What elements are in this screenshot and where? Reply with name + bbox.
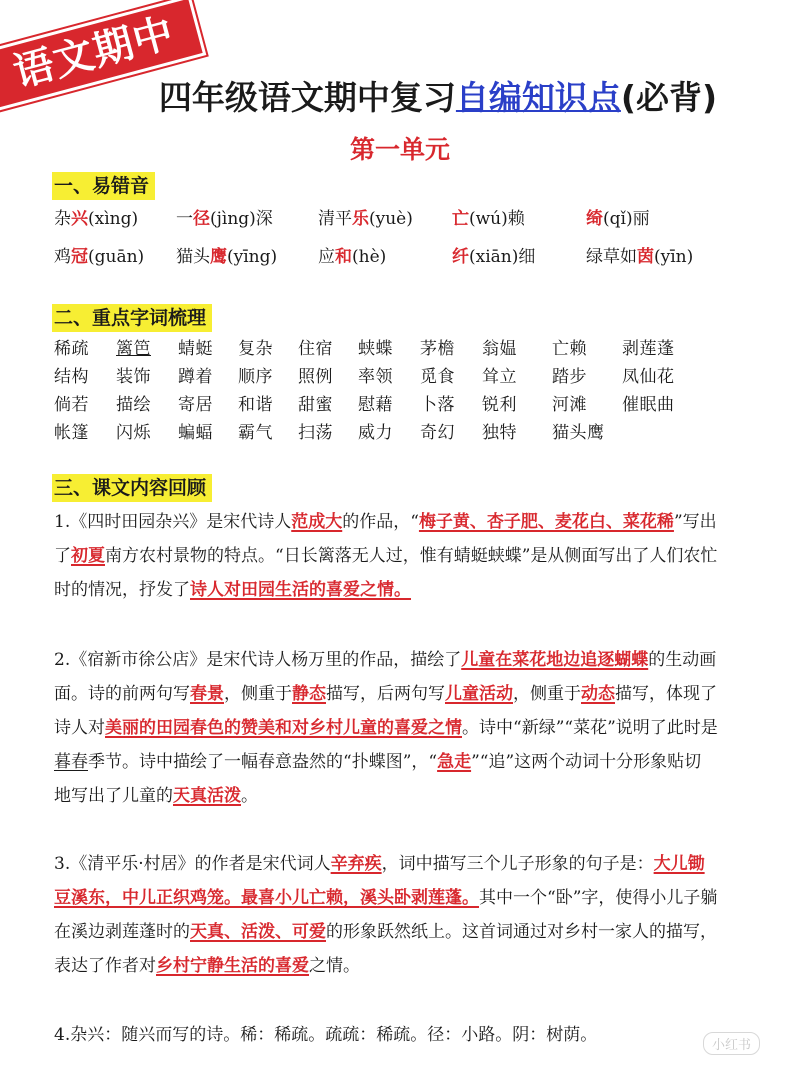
vocab-word: 卜落: [420, 395, 455, 415]
pinyin-reading: (yīn): [654, 247, 694, 267]
text-segment: 其中一个“卧”字，使得小儿子躺在溪边剥莲蓬时的: [54, 888, 718, 942]
vocab-word: 觅食: [420, 367, 455, 387]
text-segment: 3.《清平乐·村居》的作者是宋代词人: [54, 854, 331, 874]
pinyin-reading: (xiān)细: [469, 247, 536, 267]
pinyin-prefix: 一: [176, 209, 193, 229]
vocab-word: 河滩: [552, 395, 587, 415]
vocab-word: 扫荡: [298, 423, 333, 443]
pinyin-item: [318, 204, 413, 229]
vocab-word: 剥莲蓬: [622, 339, 675, 359]
pinyin-prefix: 猫头: [176, 247, 210, 267]
pinyin-item: [54, 204, 138, 229]
vocab-word: 催眠曲: [622, 395, 675, 415]
page-title: [108, 72, 768, 119]
vocab-word: 茅檐: [420, 339, 455, 359]
vocab-word: 结构: [54, 367, 89, 387]
vocab-word: 锐利: [482, 395, 517, 415]
pinyin-reading: (guān): [88, 247, 145, 267]
text-segment: 的形象跃然纸上。这首词通过对乡村一家人的描写，表达了作者对: [54, 922, 717, 976]
pinyin-prefix: 应: [318, 247, 335, 267]
pinyin-reading: (yīng): [227, 247, 278, 267]
pinyin-key-char: 绮: [586, 209, 603, 229]
pinyin-key-char: 乐: [352, 209, 369, 229]
watermark: 小红书: [703, 1032, 760, 1055]
pinyin-item: [54, 242, 144, 267]
pinyin-reading: (yuè): [369, 209, 413, 229]
vocab-word: 闪烁: [116, 423, 151, 443]
key-point: 急走: [437, 752, 472, 772]
pinyin-prefix: 清平: [318, 209, 352, 229]
vocab-word: 慰藉: [358, 395, 393, 415]
vocab-word: 篱笆: [116, 339, 151, 359]
paragraph-3: [54, 847, 718, 983]
vocab-word: 蹲着: [178, 367, 213, 387]
vocab-word: 装饰: [116, 367, 151, 387]
text-segment: 2.《宿新市徐公店》是宋代诗人杨万里的作品，描绘了: [54, 650, 462, 670]
key-point: 动态: [581, 684, 615, 704]
text-segment: 4.杂兴：随兴而写的诗。稀：稀疏。疏疏：稀疏。径：小路。阴：树荫。: [54, 1025, 598, 1045]
vocab-word: 住宿: [298, 339, 333, 359]
pinyin-key-char: 亡: [452, 209, 469, 229]
key-point: 天真活泼: [173, 786, 241, 806]
vocab-word: 复杂: [238, 339, 273, 359]
key-point: 乡村宁静生活的喜爱: [156, 956, 309, 976]
key-point: 春景: [190, 684, 224, 704]
key-point: 儿童在菜花地边追逐蝴蝶: [461, 650, 649, 670]
paragraph-2: [54, 643, 718, 813]
vocab-word: 猫头鹰: [552, 423, 605, 443]
vocab-word: 独特: [482, 423, 517, 443]
text-segment: ，词中描写三个儿子形象的句子是：: [381, 854, 654, 874]
vocab-word: 耸立: [482, 367, 517, 387]
vocab-word: 率领: [358, 367, 393, 387]
underlined-text: 暮春: [54, 752, 88, 772]
vocab-word: 威力: [358, 423, 393, 443]
vocab-word: 和谐: [238, 395, 273, 415]
pinyin-key-char: 纤: [452, 247, 469, 267]
text-segment: ，侧重于: [513, 684, 581, 704]
pinyin-prefix: 绿草如: [586, 247, 637, 267]
key-point: 辛弃疾: [330, 854, 382, 874]
text-segment: 描写，后两句写: [326, 684, 445, 704]
pinyin-item: [452, 204, 525, 229]
vocab-word: 亡赖: [552, 339, 587, 359]
key-point: 美丽的田园春色的赞美和对乡村儿童的喜爱之情: [105, 718, 462, 738]
text-segment: 季节。诗中描绘了一幅春意盎然的“扑蝶图”，“: [88, 752, 438, 772]
text-segment: 描写，体现了诗人对: [54, 684, 717, 738]
vocab-word: 寄居: [178, 395, 213, 415]
pinyin-key-char: 兴: [71, 209, 88, 229]
key-point: 天真、活泼、可爱: [190, 922, 326, 942]
pinyin-prefix: 杂: [54, 209, 71, 229]
text-segment: ，侧重于: [224, 684, 292, 704]
vocab-word: 倘若: [54, 395, 89, 415]
pinyin-reading: (jìng)深: [210, 209, 273, 229]
text-segment: 南方农村景物的特点。“日长篱落无人过，惟有蜻蜓蛱蝶”是从侧面写出了人们农忙时的情况，抒发了: [54, 546, 718, 600]
pinyin-key-char: 鹰: [210, 247, 227, 267]
title-suffix: (必背): [620, 78, 718, 117]
key-point: 大儿锄豆溪东，中儿正织鸡笼。最喜小儿亡赖，溪头卧剥莲蓬。: [54, 854, 705, 908]
pinyin-key-char: 茵: [637, 247, 654, 267]
section3-heading: 三、课文内容回顾: [52, 474, 212, 502]
pinyin-item: [176, 204, 273, 229]
pinyin-key-char: 径: [193, 209, 210, 229]
vocab-word: 蛱蝶: [358, 339, 393, 359]
section2-heading: 二、重点字词梳理: [52, 304, 212, 332]
vocab-word: 照例: [298, 367, 333, 387]
vocab-word: 霸气: [238, 423, 273, 443]
text-segment: 之情。: [309, 956, 360, 976]
vocab-word: 蝙蝠: [178, 423, 213, 443]
vocab-word: 顺序: [238, 367, 273, 387]
text-segment: 。: [241, 786, 258, 806]
vocab-word: 稀疏: [54, 339, 89, 359]
title-highlight: 自编知识点: [455, 78, 621, 117]
text-segment: 的生动画面。诗的前两句写: [54, 650, 717, 704]
text-segment: ”“追”这两个动词十分形象贴切地写出了儿童的: [54, 752, 702, 806]
text-segment: 1.《四时田园杂兴》是宋代诗人: [54, 512, 292, 532]
vocab-word: 凤仙花: [622, 367, 675, 387]
vocab-word: 帐篷: [54, 423, 89, 443]
text-segment: ”写出了: [54, 512, 717, 566]
key-point: 梅子黄、杏子肥、麦花白、菜花稀: [418, 512, 674, 532]
pinyin-item: [452, 242, 535, 267]
key-point: 诗人对田园生活的喜爱之情。: [190, 580, 411, 600]
pinyin-reading: (wú)赖: [469, 209, 525, 229]
pinyin-reading: (xìng): [88, 209, 139, 229]
vocab-word: 描绘: [116, 395, 151, 415]
key-point: 范成大: [291, 512, 343, 532]
pinyin-key-char: 和: [335, 247, 352, 267]
pinyin-prefix: 鸡: [54, 247, 71, 267]
key-point: 初夏: [71, 546, 105, 566]
paragraph-1: [54, 505, 718, 607]
vocab-word: 翁媪: [482, 339, 517, 359]
vocab-word: 踏步: [552, 367, 587, 387]
corner-stamp: 语文期中: [0, 0, 206, 111]
text-segment: 。诗中“新绿”“菜花”说明了此时是: [462, 718, 718, 738]
pinyin-item: [318, 242, 386, 267]
key-point: 儿童活动: [445, 684, 513, 704]
paragraph-4: [54, 1018, 718, 1052]
pinyin-key-char: 冠: [71, 247, 88, 267]
vocab-word: 甜蜜: [298, 395, 333, 415]
text-segment: 的作品，“: [342, 512, 419, 532]
vocab-word: 奇幻: [420, 423, 455, 443]
pinyin-reading: (hè): [352, 247, 387, 267]
vocab-word: 蜻蜓: [178, 339, 213, 359]
title-prefix: 四年级语文期中复习: [158, 78, 456, 117]
unit-title: 第一单元: [349, 135, 450, 164]
pinyin-item: [586, 242, 693, 267]
pinyin-reading: (qǐ)丽: [603, 209, 650, 229]
section1-heading: 一、易错音: [52, 172, 155, 200]
key-point: 静态: [292, 684, 326, 704]
pinyin-item: [586, 204, 650, 229]
pinyin-item: [176, 242, 277, 267]
